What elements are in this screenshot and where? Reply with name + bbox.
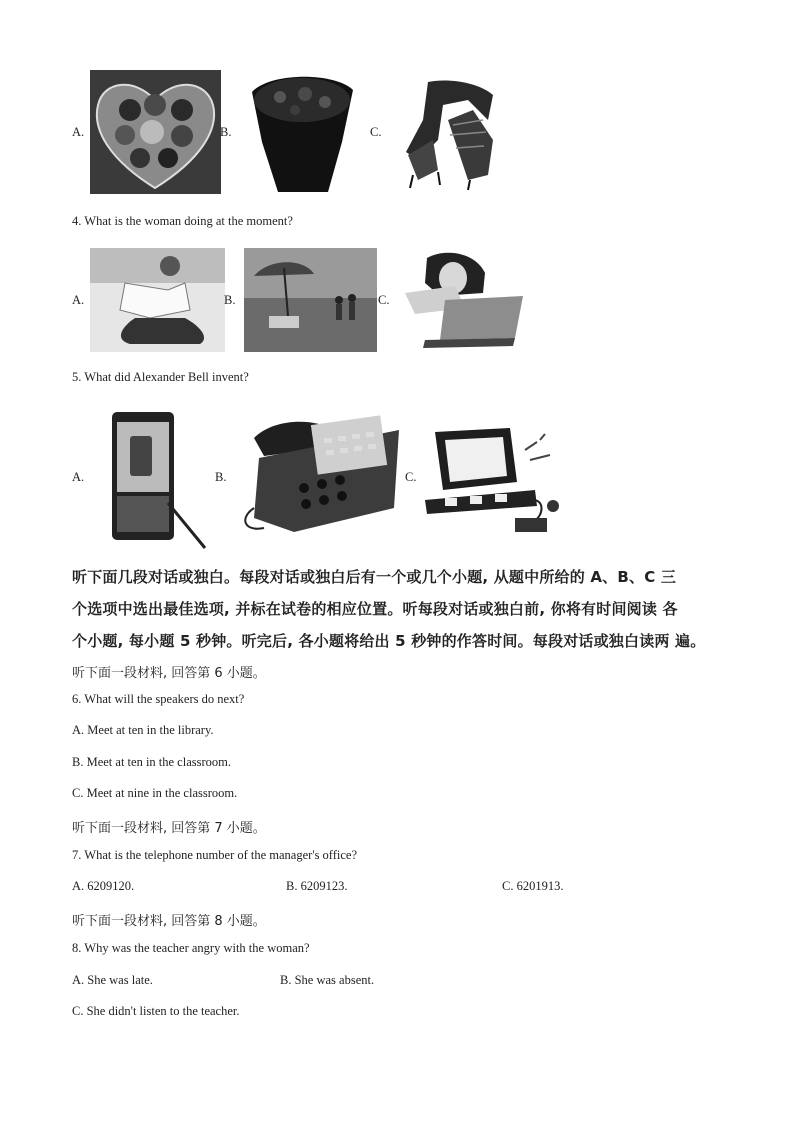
q5-option-c-letter: C. (405, 470, 417, 484)
q7-option-c: C. 6201913. (502, 879, 564, 893)
smartphone-image (100, 408, 210, 553)
q8-option-c: C. She didn't listen to the teacher. (72, 1004, 240, 1018)
q6-option-b: B. Meet at ten in the classroom. (72, 755, 231, 769)
q6-option-c: C. Meet at nine in the classroom. (72, 786, 238, 800)
instructions-line-3: 个小题, 每小题 5 秒钟。听完后, 各小题将给出 5 秒钟的作答时间。每段对话或独白读两 遍。 (72, 632, 706, 650)
woman-laptop-image (395, 248, 528, 352)
q5-option-b-letter: B. (215, 470, 227, 484)
section-8-intro: 听下面一段材料, 回答第 8 小题。 (72, 914, 266, 929)
q6-question: 6. What will the speakers do next? (72, 692, 245, 706)
instructions-line-2: 个选项中选出最佳选项, 并标在试卷的相应位置。听每段对话或独白前, 你将有时间阅读 各 (72, 600, 678, 618)
telegraph-machine-image (425, 420, 580, 538)
q5-option-a-letter: A. (72, 470, 85, 484)
q5-question: 5. What did Alexander Bell invent? (72, 370, 249, 384)
q7-option-a: A. 6209120. (72, 879, 135, 893)
chocolate-box-image (90, 70, 221, 194)
q4-option-b-letter: B. (224, 293, 236, 307)
q3-option-c-letter: C. (370, 125, 382, 139)
q8-option-b: B. She was absent. (280, 973, 375, 987)
desk-telephone-image (234, 408, 404, 534)
scarf-image (398, 80, 500, 192)
section-7-intro: 听下面一段材料, 回答第 7 小题。 (72, 821, 266, 836)
instructions-line-1: 听下面几段对话或独白。每段对话或独白后有一个或几个小题, 从题中所给的 A、B、C 三 (72, 568, 677, 586)
woman-reading-image (90, 248, 225, 352)
section-6-intro: 听下面一段材料, 回答第 6 小题。 (72, 666, 266, 681)
q7-option-b: B. 6209123. (286, 879, 348, 893)
q6-option-a: A. Meet at ten in the library. (72, 723, 214, 737)
q7-question: 7. What is the telephone number of the manager's office? (72, 848, 358, 862)
q4-option-c-letter: C. (378, 293, 390, 307)
q8-option-a: A. She was late. (72, 973, 153, 987)
q3-option-a-letter: A. (72, 125, 85, 139)
flower-bouquet-image (250, 72, 355, 194)
q3-option-b-letter: B. (220, 125, 232, 139)
q8-question: 8. Why was the teacher angry with the woman? (72, 941, 310, 955)
q4-option-a-letter: A. (72, 293, 85, 307)
q4-question: 4. What is the woman doing at the moment? (72, 214, 293, 228)
beach-umbrella-image (244, 248, 377, 352)
